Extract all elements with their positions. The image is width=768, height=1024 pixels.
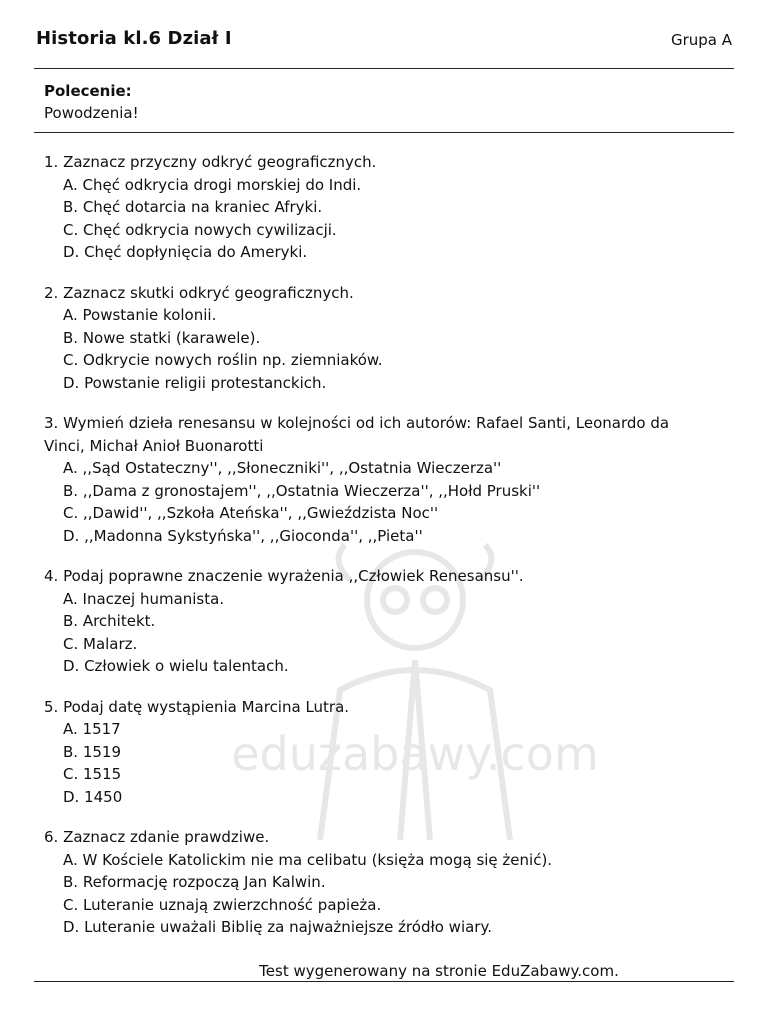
answer-option: D. Człowiek o wielu talentach.	[63, 657, 289, 675]
answer-option: D. Luteranie uważali Biblię za najważniejsze źródło wiary.	[63, 918, 492, 936]
answer-option: C. ,,Dawid'', ,,Szkoła Ateńska'', ,,Gwieździsta Noc''	[63, 504, 439, 522]
answer-list	[44, 457, 704, 547]
group-label: Grupa A	[670, 31, 732, 49]
answer-option: C. Luteranie uznają zwierzchność papieża.	[63, 895, 382, 914]
answer-option: D. Powstanie religii protestanckich.	[63, 373, 327, 392]
footer-text: Test wygenerowany na stronie EduZabawy.com.	[259, 962, 619, 980]
question-text: 1. Zaznacz przyczny odkryć geograficznych.	[44, 153, 377, 171]
question-5	[44, 696, 704, 809]
question-text: 3. Wymień dzieła renesansu w kolejności od ich autorów: Rafael Santi, Leonardo da Vinci, Michał Anioł Buonarotti	[44, 414, 670, 455]
question-1	[44, 151, 704, 264]
answer-option: A. Chęć odkrycia drogi morskiej do Indi.	[63, 175, 362, 194]
instructions-label: Polecenie:	[44, 82, 132, 100]
watermark-text: eduzabawy.com	[231, 727, 599, 781]
answer-option: C. Malarz.	[63, 634, 138, 653]
answer-list	[44, 588, 704, 678]
answer-option: D. ,,Madonna Sykstyńska'', ,,Gioconda'', ,,Pieta''	[63, 526, 423, 545]
question-4	[44, 565, 704, 678]
answer-option: B. Nowe statki (karawele).	[63, 328, 261, 347]
instructions-text: Powodzenia!	[44, 104, 139, 122]
footer-divider	[34, 981, 734, 982]
header-divider	[34, 68, 734, 69]
answer-option: C. Odkrycie nowych roślin np. ziemniaków.	[63, 351, 383, 369]
question-text: 2. Zaznacz skutki odkryć geograficznych.	[44, 283, 354, 302]
answer-list	[44, 849, 704, 939]
answer-option: A. 1517	[63, 720, 121, 738]
answer-option: A. Powstanie kolonii.	[63, 306, 217, 324]
answer-option: D. Chęć dopłynięcia do Ameryki.	[63, 243, 308, 261]
answer-option: B. Architekt.	[63, 612, 156, 630]
answer-option: B. Reformację rozpoczą Jan Kalwin.	[63, 873, 326, 891]
answer-option: C. Chęć odkrycia nowych cywilizacji.	[63, 220, 337, 239]
page-title: Historia kl.6 Dział I	[36, 28, 232, 49]
instructions-divider	[34, 132, 734, 133]
question-text: 5. Podaj datę wystąpienia Marcina Lutra.	[44, 697, 350, 716]
question-text: 6. Zaznacz zdanie prawdziwe.	[44, 828, 270, 846]
footer	[0, 962, 768, 980]
question-3	[44, 412, 704, 547]
answer-option: A. Inaczej humanista.	[63, 589, 225, 608]
answer-option: A. W Kościele Katolickim nie ma celibatu (księża mogą się żenić).	[63, 850, 553, 869]
answer-option: A. ,,Sąd Ostateczny'', ,,Słoneczniki'', ,,Ostatnia Wieczerza''	[63, 459, 502, 477]
question-text: 4. Podaj poprawne znaczenie wyrażenia ,,Człowiek Renesansu''.	[44, 567, 524, 585]
question-list	[44, 151, 704, 957]
answer-option: D. 1450	[63, 787, 123, 806]
answer-option: C. 1515	[63, 765, 122, 783]
answer-option: B. ,,Dama z gronostajem'', ,,Ostatnia Wieczerza'', ,,Hołd Pruski''	[63, 481, 541, 500]
question-6	[44, 826, 704, 939]
question-2	[44, 282, 704, 395]
answer-list	[44, 718, 704, 808]
answer-option: B. 1519	[63, 742, 122, 761]
answer-list	[44, 304, 704, 394]
answer-option: B. Chęć dotarcia na kraniec Afryki.	[63, 198, 323, 216]
answer-list	[44, 174, 704, 264]
